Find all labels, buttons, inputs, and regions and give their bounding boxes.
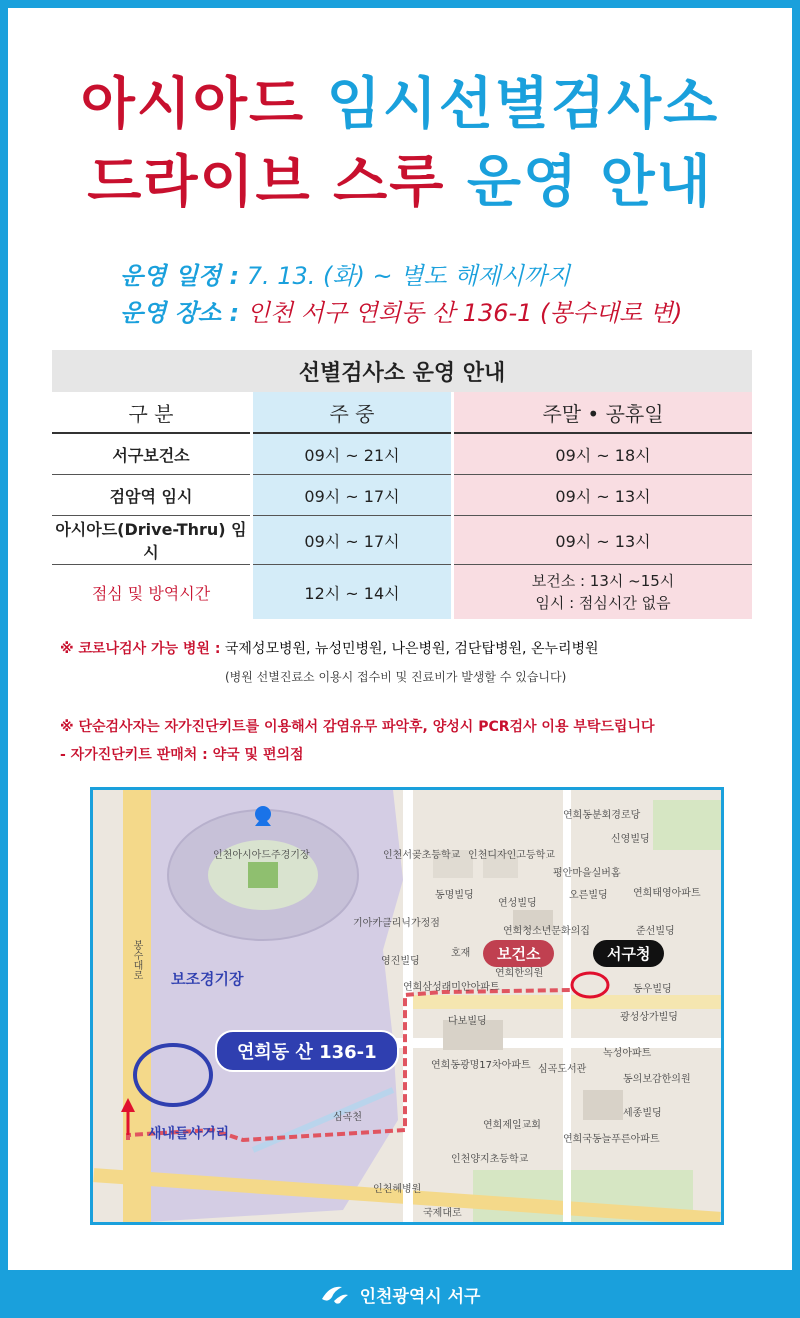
schedule-table	[52, 350, 752, 619]
seogu-logo-icon	[320, 1283, 350, 1305]
kit-seller-note: - 자가진단키트 판매처 : 약국 및 편의점	[60, 747, 304, 763]
row-name: 서구보건소	[52, 433, 252, 475]
table-row	[52, 433, 752, 475]
map-label-hospital: 인천혜병원	[373, 1184, 422, 1195]
map-label-hanuiwon: 연희한의원	[495, 968, 544, 979]
map-label-gwangseong: 광성상가빌딩	[620, 1012, 678, 1023]
top-border	[0, 0, 800, 8]
col-weekday: 주 중	[252, 392, 453, 433]
location-map	[90, 787, 724, 1225]
table-title: 선별검사소 운영 안내	[52, 350, 752, 392]
title-line-1	[0, 72, 800, 138]
map-label-hojae: 호재	[451, 948, 471, 959]
place-label: 운영 장소 :	[120, 299, 240, 327]
row-weekend: 09시 ~ 13시	[453, 475, 753, 516]
hospital-note-label: ※ 코로나검사 가능 병원 :	[60, 641, 221, 657]
map-label-school1: 인천서곶초등학교	[383, 850, 461, 861]
hospital-note	[60, 638, 599, 658]
place-value: 인천 서구 연희동 산 136-1 (봉수대로 변)	[246, 299, 683, 327]
map-label-kia: 기아카클리닉가정점	[353, 918, 440, 929]
row-weekday: 09시 ~ 17시	[252, 516, 453, 565]
row-weekday: 09시 ~ 21시	[252, 433, 453, 475]
map-label-apt17: 연희동광명17차아파트	[431, 1060, 531, 1071]
map-label-church: 연희제일교회	[483, 1120, 541, 1131]
map-label-apt1: 연희삼성래미안아파트	[403, 982, 500, 993]
district-office-callout: 서구청	[593, 940, 664, 967]
map-label-silla: 신영빌딩	[611, 834, 650, 845]
row-weekday: 09시 ~ 17시	[252, 475, 453, 516]
map-label-purun: 연희국동늘푸른아파트	[563, 1134, 660, 1145]
map-label-pyeongan: 평안마을실버홈	[553, 868, 621, 879]
lunch-weekend	[453, 565, 753, 620]
map-label-oreum: 오른빌딩	[569, 890, 608, 901]
map-label-school3: 인천양지초등학교	[451, 1154, 529, 1165]
map-label-simgok: 심곡천	[333, 1112, 362, 1123]
map-label-gukje: 국제대로	[423, 1208, 462, 1219]
schedule-info	[120, 256, 570, 291]
title-asiad: 아시아드	[80, 72, 306, 137]
map-label-dongui: 동의보감한의원	[623, 1074, 691, 1085]
schedule-value: 7. 13. (화) ~ 별도 해제시까지	[246, 262, 571, 290]
table-row	[52, 516, 752, 565]
title-temp-center: 임시선별검사소	[326, 72, 720, 137]
schedule-label: 운영 일정 :	[120, 262, 240, 290]
map-label-sejong: 세종빌딩	[623, 1108, 662, 1119]
map-label-youth: 연희청소년문화의집	[503, 926, 590, 937]
place-info	[120, 293, 682, 328]
map-label-yeongjin: 영진빌딩	[381, 956, 420, 967]
title-operation-guide: 운영 안내	[466, 150, 713, 215]
selftest-note: ※ 단순검사자는 자가진단키트를 이용해서 감염유무 파악후, 양성시 PCR검사 이용 부탁드립니다	[60, 719, 655, 735]
map-label-yeonseong: 연성빌딩	[498, 898, 537, 909]
map-label-dongmyeong: 동명빌딩	[435, 890, 474, 901]
row-name: 아시아드(Drive-Thru) 임시	[52, 516, 252, 565]
lunch-weekday: 12시 ~ 14시	[252, 565, 453, 620]
row-weekend: 09시 ~ 13시	[453, 516, 753, 565]
title-line-2	[0, 150, 800, 216]
map-label-dongwoo: 동우빌딩	[633, 984, 672, 995]
hospital-subnote: (병원 선별진료소 이용시 접수비 및 진료비가 발생할 수 있습니다)	[225, 670, 567, 684]
table-row	[52, 475, 752, 516]
map-label-stadium: 인천아시아드주경기장	[213, 850, 310, 861]
map-label-saenae: 새내들사거리	[148, 1126, 230, 1142]
map-label-hall: 연희동분회경로당	[563, 810, 641, 821]
map-label-bongsu: 봉수대로	[131, 940, 142, 980]
footer	[0, 1270, 800, 1318]
col-weekend: 주말 • 공휴일	[453, 392, 753, 433]
health-center-callout: 보건소	[483, 940, 554, 967]
map-label-bojo: 보조경기장	[171, 970, 244, 988]
address-callout: 연희동 산 136-1	[215, 1030, 399, 1072]
footer-org-name: 인천광역시 서구	[359, 1286, 481, 1307]
map-label-library: 심곡도서관	[538, 1064, 587, 1075]
map-label-junseon: 준선빌딩	[636, 926, 675, 937]
table-row-lunch	[52, 565, 752, 620]
row-name: 검암역 임시	[52, 475, 252, 516]
map-label-dabo: 다보빌딩	[448, 1016, 487, 1027]
title-drive-thru: 드라이브 스루	[87, 150, 446, 215]
lunch-weekend-line2: 임시 : 점심시간 없음	[535, 594, 671, 612]
map-label-noksung: 녹성아파트	[603, 1048, 652, 1059]
map-label-taeyeong: 연희태영아파트	[633, 888, 701, 899]
lunch-label: 점심 및 방역시간	[52, 565, 252, 620]
table-header-row	[52, 392, 752, 433]
col-category: 구 분	[52, 392, 252, 433]
lunch-weekend-line1: 보건소 : 13시 ~15시	[531, 572, 675, 590]
map-label-school2: 인천디자인고등학교	[468, 850, 555, 861]
row-weekend: 09시 ~ 18시	[453, 433, 753, 475]
hospital-note-value: 국제성모병원, 뉴성민병원, 나은병원, 검단탑병원, 온누리병원	[224, 641, 599, 657]
